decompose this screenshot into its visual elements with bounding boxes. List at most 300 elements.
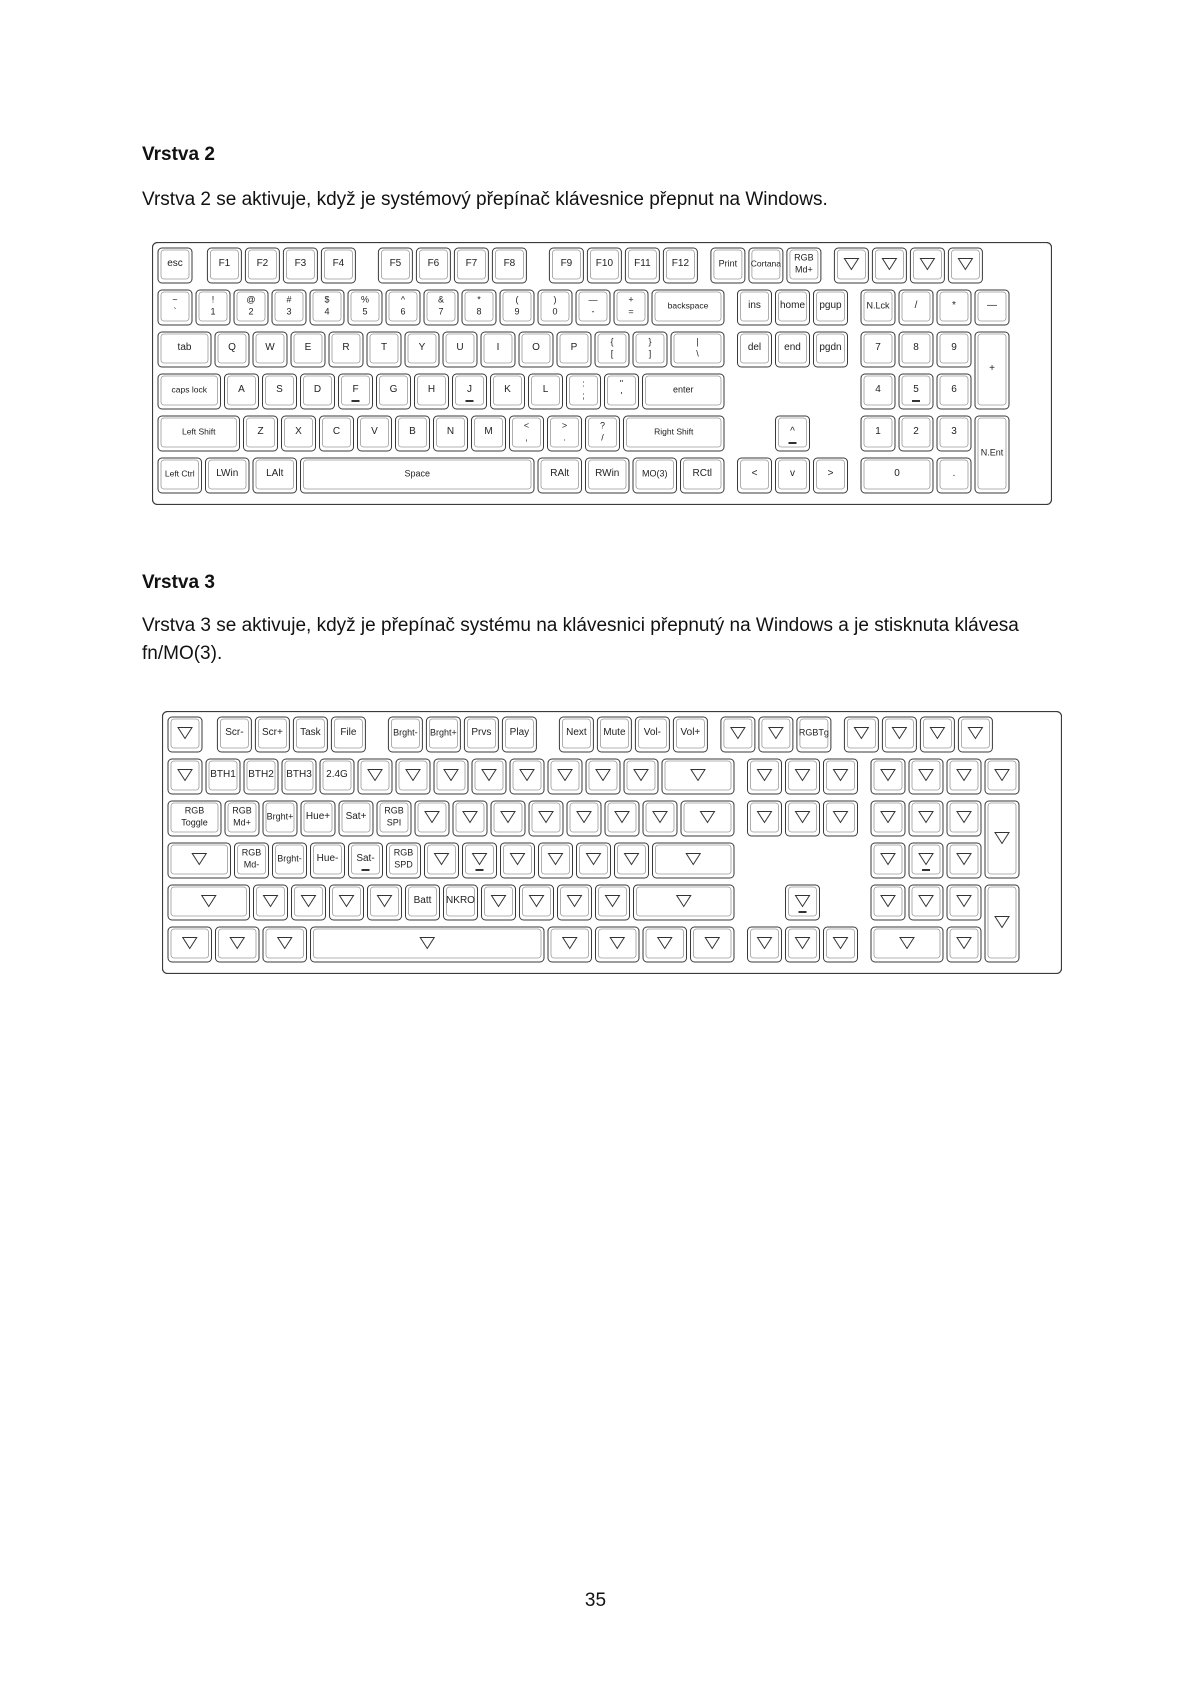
- l2-key-left-ctrl[interactable]: [158, 458, 202, 493]
- l3-transparent-key[interactable]: [985, 885, 1019, 962]
- l3-transparent-key[interactable]: [947, 885, 981, 920]
- l2-key-6[interactable]: [386, 290, 420, 325]
- key-label: S: [276, 384, 283, 395]
- l2-key-f2[interactable]: [245, 248, 279, 283]
- l3-transparent-key[interactable]: [748, 927, 782, 962]
- l2-key-r[interactable]: [329, 332, 363, 367]
- key-label: 8: [913, 342, 919, 353]
- l3-transparent-key[interactable]: [871, 801, 905, 836]
- key-label: pgup: [819, 300, 842, 311]
- key-label: <: [751, 468, 758, 479]
- key-label: M: [484, 426, 493, 437]
- l3-key-play[interactable]: [502, 717, 536, 752]
- l3-transparent-key[interactable]: [520, 885, 554, 920]
- l2-key-t[interactable]: [367, 332, 401, 367]
- l3-key-bth3[interactable]: [282, 759, 316, 794]
- l3-transparent-key[interactable]: [871, 885, 905, 920]
- l3-transparent-key[interactable]: [643, 927, 687, 962]
- key-label-top: (: [515, 294, 519, 305]
- l3-transparent-key[interactable]: [330, 885, 364, 920]
- l3-transparent-key[interactable]: [558, 885, 592, 920]
- l2-key-2[interactable]: [899, 416, 933, 451]
- key-label: F11: [634, 258, 651, 269]
- l3-key-nkro[interactable]: [444, 885, 478, 920]
- l2-key-1[interactable]: [861, 416, 895, 451]
- l2-key-left-shift[interactable]: [158, 416, 240, 451]
- l3-transparent-key[interactable]: [748, 801, 782, 836]
- l3-transparent-key[interactable]: [577, 843, 611, 878]
- l3-transparent-key[interactable]: [653, 843, 735, 878]
- l2-key-del[interactable]: [738, 332, 772, 367]
- key-label: 5: [913, 384, 919, 395]
- l3-transparent-key[interactable]: [909, 759, 943, 794]
- l3-key-vol[interactable]: [673, 717, 707, 752]
- homing-bump-icon: [912, 400, 920, 402]
- key-label-bottom: Md-: [243, 859, 260, 870]
- l2-key-sym[interactable]: [595, 332, 629, 367]
- l2-key-v[interactable]: [358, 416, 392, 451]
- l2-key-f9[interactable]: [549, 248, 583, 283]
- key-label: Brght-: [393, 727, 418, 738]
- l2-key-sym[interactable]: [158, 290, 192, 325]
- key-label: Print: [718, 258, 738, 269]
- key-label: F1: [218, 258, 231, 269]
- key-label-bottom: Md+: [233, 817, 251, 828]
- l2-transparent-key[interactable]: [834, 248, 868, 283]
- l2-key-f3[interactable]: [283, 248, 317, 283]
- l2-key-9[interactable]: [937, 332, 971, 367]
- l3-transparent-key[interactable]: [947, 843, 981, 878]
- l2-key-home[interactable]: [776, 290, 810, 325]
- l3-key-task[interactable]: [293, 717, 327, 752]
- l3-transparent-key[interactable]: [491, 801, 525, 836]
- l2-key-ralt[interactable]: [538, 458, 582, 493]
- l3-key-bth1[interactable]: [206, 759, 240, 794]
- key-label-bottom: SPD: [394, 859, 413, 870]
- l3-transparent-key[interactable]: [311, 927, 545, 962]
- l3-key-2-4g[interactable]: [320, 759, 354, 794]
- key-label-top: $: [324, 294, 330, 305]
- key-label: F8: [503, 258, 516, 269]
- l3-transparent-key[interactable]: [920, 717, 954, 752]
- homing-bump-icon: [362, 869, 370, 871]
- l3-key-vol[interactable]: [635, 717, 669, 752]
- key-label: 2.4G: [326, 769, 348, 780]
- l3-transparent-key[interactable]: [168, 885, 250, 920]
- l3-key-sat[interactable]: [339, 801, 373, 836]
- l3-key-rgb-md[interactable]: [225, 801, 259, 836]
- l2-key-f12[interactable]: [663, 248, 697, 283]
- l2-key-sym[interactable]: [614, 290, 648, 325]
- l3-transparent-key[interactable]: [596, 927, 640, 962]
- key-label: —: [987, 300, 997, 311]
- key-label-bottom: Toggle: [181, 817, 208, 828]
- l2-key-7[interactable]: [424, 290, 458, 325]
- l3-transparent-key[interactable]: [909, 801, 943, 836]
- l2-key-6[interactable]: [937, 374, 971, 409]
- l3-key-brght[interactable]: [388, 717, 422, 752]
- l3-transparent-key[interactable]: [786, 927, 820, 962]
- l2-key-cortana[interactable]: [749, 248, 783, 283]
- l3-transparent-key[interactable]: [871, 759, 905, 794]
- l2-key-q[interactable]: [215, 332, 249, 367]
- l3-transparent-key[interactable]: [254, 885, 288, 920]
- key-label-top: RGB: [232, 805, 252, 816]
- l3-key-sat[interactable]: [349, 843, 383, 878]
- key-label-bottom: 4: [324, 306, 330, 317]
- l2-key-n[interactable]: [434, 416, 468, 451]
- l3-transparent-key[interactable]: [947, 801, 981, 836]
- key-label: BTH1: [210, 769, 236, 780]
- l2-key-4[interactable]: [861, 374, 895, 409]
- l3-key-rgb-spd[interactable]: [387, 843, 421, 878]
- key-label: LWin: [216, 468, 239, 479]
- l3-transparent-key[interactable]: [909, 885, 943, 920]
- key-label: F9: [560, 258, 573, 269]
- l2-key-p[interactable]: [557, 332, 591, 367]
- key-label: Sat+: [345, 811, 367, 822]
- l3-key-file[interactable]: [331, 717, 365, 752]
- l3-transparent-key[interactable]: [721, 717, 755, 752]
- key-label-bottom: 3: [286, 306, 292, 317]
- l3-transparent-key[interactable]: [882, 717, 916, 752]
- l3-transparent-key[interactable]: [472, 759, 506, 794]
- l3-transparent-key[interactable]: [586, 759, 620, 794]
- l2-key-m[interactable]: [472, 416, 506, 451]
- key-label: pgdn: [819, 342, 842, 353]
- l3-key-hue[interactable]: [311, 843, 345, 878]
- l2-key-rwin[interactable]: [586, 458, 630, 493]
- l2-key-sym[interactable]: [548, 416, 582, 451]
- key-label: RWin: [595, 468, 620, 479]
- l2-key-f6[interactable]: [416, 248, 450, 283]
- l3-key-prvs[interactable]: [464, 717, 498, 752]
- l2-key-i[interactable]: [481, 332, 515, 367]
- l3-transparent-key[interactable]: [691, 927, 735, 962]
- l3-key-rgb-toggle[interactable]: [168, 801, 221, 836]
- l3-transparent-key[interactable]: [947, 927, 981, 962]
- l2-key-enter[interactable]: [643, 374, 725, 409]
- l2-key-3[interactable]: [937, 416, 971, 451]
- l2-key-sym[interactable]: [510, 416, 544, 451]
- key-label-bottom: 0: [552, 306, 558, 317]
- key-label: Space: [404, 468, 431, 479]
- key-label: F6: [427, 258, 440, 269]
- key-label: Play: [509, 727, 530, 738]
- l2-key-9[interactable]: [500, 290, 534, 325]
- l3-transparent-key[interactable]: [786, 801, 820, 836]
- key-label: N.Ent: [980, 447, 1004, 458]
- l3-transparent-key[interactable]: [168, 927, 212, 962]
- l2-key-f8[interactable]: [492, 248, 526, 283]
- l3-transparent-key[interactable]: [216, 927, 260, 962]
- l2-key-sym[interactable]: [975, 290, 1009, 325]
- l2-key-4[interactable]: [310, 290, 344, 325]
- l2-key-7[interactable]: [861, 332, 895, 367]
- key-label-top: RGB: [241, 847, 262, 858]
- l2-key-8[interactable]: [462, 290, 496, 325]
- key-label: File: [340, 727, 357, 738]
- key-label: ins: [748, 300, 761, 311]
- l2-key-sym[interactable]: [567, 374, 601, 409]
- l2-key-w[interactable]: [253, 332, 287, 367]
- l2-key-b[interactable]: [396, 416, 430, 451]
- key-label-bottom: ,: [525, 432, 528, 443]
- l2-transparent-key[interactable]: [872, 248, 906, 283]
- key-label: 9: [951, 342, 957, 353]
- l3-transparent-key[interactable]: [759, 717, 793, 752]
- l2-key-backspace[interactable]: [652, 290, 724, 325]
- key-label-bottom: \: [696, 348, 699, 359]
- l2-key-pgup[interactable]: [814, 290, 848, 325]
- l2-key-a[interactable]: [225, 374, 259, 409]
- layer2-description: Vrstva 2 se aktivuje, když je systémový přepínač klávesnice přepnut na Windows.: [142, 189, 828, 210]
- l3-transparent-key[interactable]: [434, 759, 468, 794]
- key-label-bottom: 7: [438, 306, 444, 317]
- l3-transparent-key[interactable]: [824, 927, 858, 962]
- l3-transparent-key[interactable]: [292, 885, 326, 920]
- key-label: Hue-: [316, 853, 339, 864]
- l2-key-sym[interactable]: [671, 332, 724, 367]
- key-label: home: [779, 300, 806, 311]
- key-label: >: [827, 468, 834, 479]
- l2-key-d[interactable]: [301, 374, 335, 409]
- key-label: P: [570, 342, 578, 353]
- l2-key-u[interactable]: [443, 332, 477, 367]
- l3-transparent-key[interactable]: [596, 885, 630, 920]
- l3-transparent-key[interactable]: [871, 927, 943, 962]
- homing-bump-icon: [352, 400, 360, 402]
- l2-key-sym[interactable]: [937, 290, 971, 325]
- l3-transparent-key[interactable]: [615, 843, 649, 878]
- l3-key-mute[interactable]: [597, 717, 631, 752]
- l2-key-5[interactable]: [348, 290, 382, 325]
- l2-key-space[interactable]: [301, 458, 535, 493]
- l2-key-g[interactable]: [377, 374, 411, 409]
- l3-transparent-key[interactable]: [482, 885, 516, 920]
- l3-transparent-key[interactable]: [748, 759, 782, 794]
- key-label: Prvs: [471, 727, 492, 738]
- key-label: F4: [332, 258, 345, 269]
- key-label-top: +: [628, 294, 634, 305]
- l3-key-hue[interactable]: [301, 801, 335, 836]
- key-label-top: RGB: [184, 805, 205, 816]
- l3-key-brght[interactable]: [426, 717, 460, 752]
- l2-key-c[interactable]: [320, 416, 354, 451]
- homing-bump-icon: [466, 400, 474, 402]
- l2-key-5[interactable]: [899, 374, 933, 409]
- key-label-bottom: SPI: [386, 817, 402, 828]
- l3-transparent-key[interactable]: [567, 801, 601, 836]
- l3-key-bth2[interactable]: [244, 759, 278, 794]
- l2-key-e[interactable]: [291, 332, 325, 367]
- key-label: /: [914, 300, 918, 311]
- l2-key-sym[interactable]: [814, 458, 848, 493]
- l2-key-2[interactable]: [234, 290, 268, 325]
- l2-key-0[interactable]: [861, 458, 933, 493]
- l3-transparent-key[interactable]: [844, 717, 878, 752]
- l3-transparent-key[interactable]: [358, 759, 392, 794]
- l2-key-0[interactable]: [538, 290, 572, 325]
- key-label: F3: [294, 258, 307, 269]
- key-label: 7: [875, 342, 881, 353]
- l2-key-3[interactable]: [272, 290, 306, 325]
- l2-key-sym[interactable]: [937, 458, 971, 493]
- l3-transparent-key[interactable]: [947, 759, 981, 794]
- key-label: V: [371, 426, 378, 437]
- l2-key-f10[interactable]: [587, 248, 621, 283]
- key-label: Task: [300, 727, 321, 738]
- l3-key-scr[interactable]: [217, 717, 251, 752]
- key-label: A: [238, 384, 245, 395]
- l3-transparent-key[interactable]: [501, 843, 535, 878]
- l2-key-8[interactable]: [899, 332, 933, 367]
- l3-transparent-key[interactable]: [824, 801, 858, 836]
- keyboard-layer3: [162, 711, 1062, 974]
- l3-transparent-key[interactable]: [463, 843, 497, 878]
- key-label: Cortana: [750, 258, 782, 269]
- key-label: BTH3: [286, 769, 312, 780]
- l3-transparent-key[interactable]: [510, 759, 544, 794]
- l3-transparent-key[interactable]: [985, 801, 1019, 878]
- l3-transparent-key[interactable]: [548, 759, 582, 794]
- l3-key-scr[interactable]: [255, 717, 289, 752]
- l2-key-s[interactable]: [263, 374, 297, 409]
- l3-key-batt[interactable]: [406, 885, 440, 920]
- l3-transparent-key[interactable]: [985, 759, 1019, 794]
- l2-key-sym[interactable]: [899, 290, 933, 325]
- key-label: 2: [913, 426, 919, 437]
- key-label: ^: [790, 426, 795, 437]
- l2-key-ins[interactable]: [738, 290, 772, 325]
- key-label: T: [380, 342, 388, 353]
- l3-transparent-key[interactable]: [263, 927, 307, 962]
- l2-key-sym[interactable]: [776, 416, 810, 451]
- l2-key-rgb-md[interactable]: [787, 248, 821, 283]
- l3-transparent-key[interactable]: [168, 843, 231, 878]
- key-label-top: ?: [599, 420, 606, 431]
- key-label: esc: [167, 258, 183, 269]
- l3-transparent-key[interactable]: [824, 759, 858, 794]
- l2-key-lalt[interactable]: [253, 458, 297, 493]
- l2-key-k[interactable]: [491, 374, 525, 409]
- l2-key-right-shift[interactable]: [624, 416, 725, 451]
- key-label: D: [313, 384, 322, 395]
- l3-key-brght[interactable]: [263, 801, 297, 836]
- l3-transparent-key[interactable]: [539, 843, 573, 878]
- l2-transparent-key[interactable]: [948, 248, 982, 283]
- key-label-bottom: -: [591, 306, 595, 317]
- key-label: MO(3): [642, 468, 668, 479]
- l3-transparent-key[interactable]: [624, 759, 658, 794]
- l3-transparent-key[interactable]: [425, 843, 459, 878]
- l3-transparent-key[interactable]: [605, 801, 639, 836]
- l2-key-y[interactable]: [405, 332, 439, 367]
- key-label-bottom: 5: [362, 306, 368, 317]
- l2-key-sym[interactable]: [576, 290, 610, 325]
- l2-key-f7[interactable]: [454, 248, 488, 283]
- l2-key-f5[interactable]: [378, 248, 412, 283]
- l2-key-f4[interactable]: [321, 248, 355, 283]
- key-label-bottom: [: [610, 348, 614, 359]
- key-label: 6: [951, 384, 957, 395]
- l3-transparent-key[interactable]: [871, 843, 905, 878]
- l3-transparent-key[interactable]: [634, 885, 735, 920]
- l2-key-sym[interactable]: [975, 332, 1009, 409]
- l2-key-z[interactable]: [244, 416, 278, 451]
- l3-key-rgb-md[interactable]: [235, 843, 269, 878]
- l2-key-n-ent[interactable]: [975, 416, 1009, 493]
- l2-key-f[interactable]: [339, 374, 373, 409]
- homing-bump-icon: [799, 911, 807, 913]
- key-label: C: [332, 426, 341, 437]
- l2-key-sym[interactable]: [738, 458, 772, 493]
- l3-transparent-key[interactable]: [368, 885, 402, 920]
- l2-key-lwin[interactable]: [206, 458, 250, 493]
- l2-key-f11[interactable]: [625, 248, 659, 283]
- l3-transparent-key[interactable]: [168, 717, 202, 752]
- l2-key-f1[interactable]: [207, 248, 241, 283]
- homing-bump-icon: [789, 442, 797, 444]
- l3-transparent-key[interactable]: [643, 801, 677, 836]
- l2-key-rctl[interactable]: [681, 458, 725, 493]
- l3-transparent-key[interactable]: [958, 717, 992, 752]
- l2-transparent-key[interactable]: [910, 248, 944, 283]
- l3-transparent-key[interactable]: [786, 759, 820, 794]
- l2-key-1[interactable]: [196, 290, 230, 325]
- l2-key-sym[interactable]: [586, 416, 620, 451]
- l3-transparent-key[interactable]: [168, 759, 202, 794]
- key-label: Batt: [413, 895, 432, 906]
- l3-key-rgbtg[interactable]: [797, 717, 831, 752]
- l2-key-esc[interactable]: [158, 248, 192, 283]
- l3-transparent-key[interactable]: [909, 843, 943, 878]
- key-label-bottom: 8: [476, 306, 482, 317]
- l3-transparent-key[interactable]: [681, 801, 734, 836]
- l2-key-end[interactable]: [776, 332, 810, 367]
- key-label: Mute: [603, 727, 626, 738]
- l2-key-l[interactable]: [529, 374, 563, 409]
- l2-key-n-lck[interactable]: [861, 290, 895, 325]
- l2-key-x[interactable]: [282, 416, 316, 451]
- l3-key-rgb-spi[interactable]: [377, 801, 411, 836]
- l3-transparent-key[interactable]: [662, 759, 734, 794]
- l3-transparent-key[interactable]: [396, 759, 430, 794]
- l2-key-sym[interactable]: [605, 374, 639, 409]
- l2-key-caps-lock[interactable]: [158, 374, 221, 409]
- l2-key-pgdn[interactable]: [814, 332, 848, 367]
- key-label-bottom: ': [620, 390, 623, 401]
- l2-key-sym[interactable]: [633, 332, 667, 367]
- l2-key-mo-3[interactable]: [633, 458, 677, 493]
- l2-key-print[interactable]: [711, 248, 745, 283]
- l3-transparent-key[interactable]: [529, 801, 563, 836]
- l2-key-o[interactable]: [519, 332, 553, 367]
- key-label: Vol-: [643, 727, 662, 738]
- l3-transparent-key[interactable]: [548, 927, 592, 962]
- l2-key-h[interactable]: [415, 374, 449, 409]
- l3-key-next[interactable]: [559, 717, 593, 752]
- l2-key-tab[interactable]: [158, 332, 211, 367]
- l2-key-j[interactable]: [453, 374, 487, 409]
- l3-transparent-key[interactable]: [453, 801, 487, 836]
- key-label-top: RGB: [393, 847, 414, 858]
- l3-transparent-key[interactable]: [786, 885, 820, 920]
- key-label-top: <: [523, 420, 530, 431]
- l3-key-brght[interactable]: [273, 843, 307, 878]
- l3-transparent-key[interactable]: [415, 801, 449, 836]
- l2-key-v[interactable]: [776, 458, 810, 493]
